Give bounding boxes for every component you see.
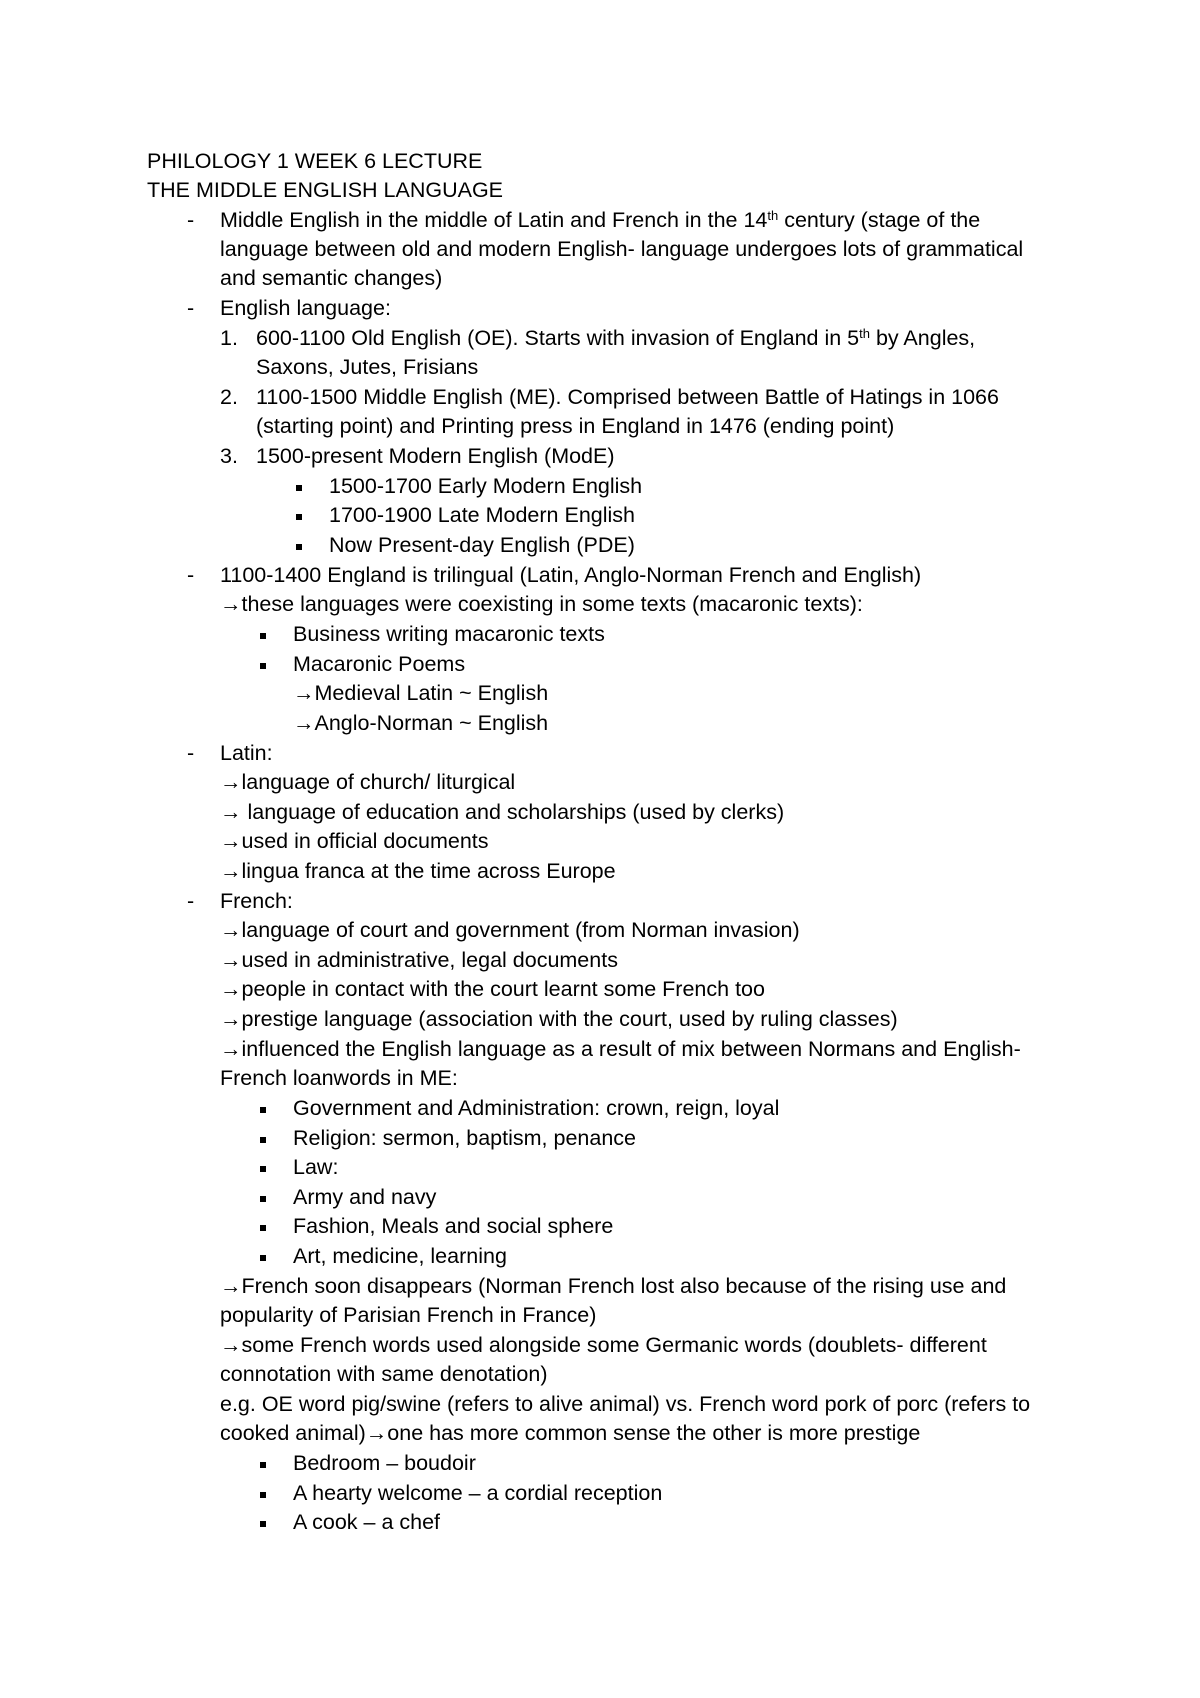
document-subtitle: THE MIDDLE ENGLISH LANGUAGE [147, 178, 504, 202]
list-item: Now Present-day English (PDE) [329, 533, 635, 557]
list-number: 1. [220, 326, 238, 350]
dash-marker: - [187, 296, 195, 320]
s1-line-2: language between old and modern English- language undergoes lots of grammatical [220, 237, 1024, 261]
arrow-icon: → [220, 770, 242, 794]
square-bullet-icon [260, 663, 266, 669]
s2-item2-line-1: 1100-1500 Middle English (ME). Comprised between Battle of Hatings in 1066 [256, 385, 999, 409]
arrow-line: →Anglo-Norman ~ English [293, 711, 549, 735]
arrow-icon: → [220, 1274, 242, 1298]
arrow-icon: → [220, 829, 242, 853]
text-line: e.g. OE word pig/swine (refers to alive animal) vs. French word pork of porc (refers to [220, 1392, 1031, 1416]
list-item: 1700-1900 Late Modern English [329, 503, 635, 527]
arrow-line: →some French words used alongside some Germanic words (doublets- different [220, 1333, 987, 1357]
dash-marker: - [187, 889, 195, 913]
s3-heading: 1100-1400 England is trilingual (Latin, Anglo-Norman French and English) [220, 563, 922, 587]
s2-item2-line-2: (starting point) and Printing press in England in 1476 (ending point) [256, 414, 895, 438]
arrow-icon: → [293, 681, 315, 705]
arrow-icon: → [220, 918, 242, 942]
arrow-icon: → [220, 859, 242, 883]
list-item: Fashion, Meals and social sphere [293, 1214, 614, 1238]
s1-line-1: Middle English in the middle of Latin and French in the 14th century (stage of the [220, 208, 981, 232]
arrow-icon: → [220, 1037, 242, 1061]
arrow-icon: → [220, 977, 242, 1001]
arrow-line: →lingua franca at the time across Europe [220, 859, 616, 883]
arrow-line: →influenced the English language as a result of mix between Normans and English- [220, 1037, 1021, 1061]
s5-heading: French: [220, 889, 293, 913]
dash-marker: - [187, 208, 195, 232]
list-item: Business writing macaronic texts [293, 622, 605, 646]
dash-marker: - [187, 741, 195, 765]
list-item: Art, medicine, learning [293, 1244, 507, 1268]
list-item: A cook – a chef [293, 1510, 441, 1534]
square-bullet-icon [296, 514, 302, 520]
s2-item1-line-1: 600-1100 Old English (OE). Starts with invasion of England in 5th by Angles, [256, 326, 976, 350]
square-bullet-icon [260, 1196, 266, 1202]
square-bullet-icon [260, 633, 266, 639]
list-item: Religion: sermon, baptism, penance [293, 1126, 636, 1150]
document-title: PHILOLOGY 1 WEEK 6 LECTURE [147, 149, 483, 173]
list-item: Bedroom – boudoir [293, 1451, 476, 1475]
arrow-line: → language of education and scholarships (used by clerks) [220, 800, 785, 824]
text-line: cooked animal)→one has more common sense the other is more prestige [220, 1421, 921, 1445]
arrow-icon: → [220, 800, 242, 824]
s1-line-3: and semantic changes) [220, 266, 443, 290]
square-bullet-icon [260, 1255, 266, 1261]
list-number: 2. [220, 385, 238, 409]
arrow-line: →language of court and government (from Norman invasion) [220, 918, 800, 942]
arrow-icon: → [220, 948, 242, 972]
list-item: Government and Administration: crown, reign, loyal [293, 1096, 780, 1120]
text-line: French loanwords in ME: [220, 1066, 458, 1090]
square-bullet-icon [296, 485, 302, 491]
list-item: 1500-1700 Early Modern English [329, 474, 643, 498]
text-line: connotation with same denotation) [220, 1362, 548, 1386]
arrow-line: →Medieval Latin ~ English [293, 681, 549, 705]
arrow-line: →prestige language (association with the court, used by ruling classes) [220, 1007, 898, 1031]
list-item: Army and navy [293, 1185, 437, 1209]
square-bullet-icon [260, 1137, 266, 1143]
list-item: Macaronic Poems [293, 652, 466, 676]
arrow-icon: → [365, 1421, 388, 1445]
s2-heading: English language: [220, 296, 391, 320]
arrow-line: →people in contact with the court learnt some French too [220, 977, 765, 1001]
arrow-icon: → [220, 1333, 242, 1357]
list-number: 3. [220, 444, 238, 468]
square-bullet-icon [260, 1225, 266, 1231]
s4-heading: Latin: [220, 741, 273, 765]
arrow-icon: → [293, 711, 315, 735]
s2-item3-line-1: 1500-present Modern English (ModE) [256, 444, 615, 468]
square-bullet-icon [260, 1107, 266, 1113]
text-line: popularity of Parisian French in France) [220, 1303, 597, 1327]
square-bullet-icon [260, 1462, 266, 1468]
arrow-icon: → [220, 1007, 242, 1031]
dash-marker: - [187, 563, 195, 587]
arrow-line: →used in administrative, legal documents [220, 948, 618, 972]
arrow-line: →these languages were coexisting in some texts (macaronic texts): [220, 592, 863, 616]
square-bullet-icon [260, 1521, 266, 1527]
square-bullet-icon [260, 1492, 266, 1498]
list-item: A hearty welcome – a cordial reception [293, 1481, 663, 1505]
square-bullet-icon [260, 1166, 266, 1172]
arrow-icon: → [220, 592, 242, 616]
arrow-line: →used in official documents [220, 829, 489, 853]
s2-item1-line-2: Saxons, Jutes, Frisians [256, 355, 479, 379]
arrow-line: →language of church/ liturgical [220, 770, 516, 794]
list-item: Law: [293, 1155, 339, 1179]
arrow-line: →French soon disappears (Norman French lost also because of the rising use and [220, 1274, 1007, 1298]
square-bullet-icon [296, 544, 302, 550]
